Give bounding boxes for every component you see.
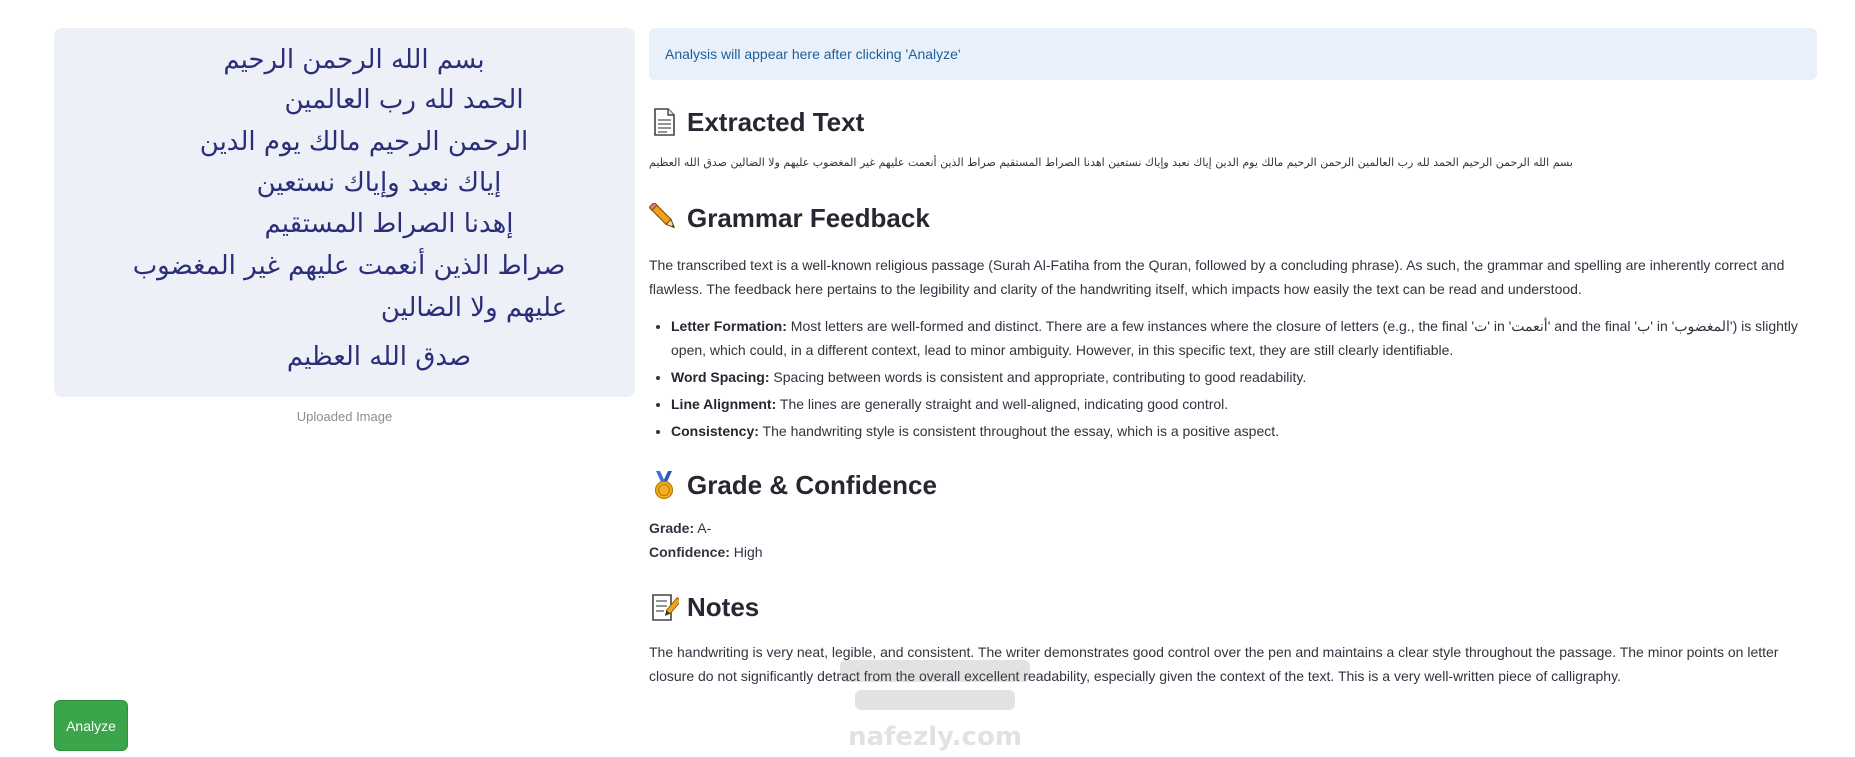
results-panel	[649, 28, 1817, 684]
handwriting-line: الحمد لله رب العالمين	[284, 85, 524, 115]
pencil-icon	[649, 203, 679, 233]
confidence-value: High	[729, 544, 763, 560]
grade-value: A-	[694, 520, 712, 536]
confidence-label: Confidence:	[649, 544, 730, 560]
notes-heading	[649, 590, 759, 624]
analyze-button[interactable]: Analyze	[54, 700, 128, 751]
watermark-text: nafezly.com	[848, 722, 1022, 752]
feedback-label: Line Alignment:	[671, 396, 777, 412]
memo-icon	[649, 592, 679, 622]
page-icon	[649, 107, 679, 137]
feedback-text: Spacing between words is consistent and appropriate, contributing to good readability.	[769, 369, 1307, 385]
feedback-list	[649, 314, 1817, 446]
feedback-label: Consistency:	[671, 423, 759, 439]
list-item	[671, 392, 1817, 416]
grade-block	[649, 516, 763, 564]
info-alert-text: Analysis will appear here after clicking 'Analyze'	[665, 46, 961, 62]
list-item	[671, 419, 1817, 443]
list-item	[671, 314, 1817, 362]
image-caption: Uploaded Image	[296, 409, 393, 424]
grade-label: Grade:	[649, 520, 695, 536]
handwriting-line: الرحمن الرحيم مالك يوم الدين	[199, 127, 529, 157]
feedback-label: Letter Formation:	[671, 318, 787, 334]
extracted-text-title: Extracted Text	[687, 107, 865, 137]
feedback-label: Word Spacing:	[671, 369, 770, 385]
grade-line	[649, 516, 763, 540]
list-item	[671, 365, 1817, 389]
handwriting-image	[54, 28, 635, 397]
extracted-text-heading	[649, 105, 864, 139]
grammar-feedback-heading	[649, 201, 930, 235]
grade-confidence-heading	[649, 468, 937, 502]
feedback-text: The handwriting style is consistent throughout the essay, which is a positive aspect.	[758, 423, 1280, 439]
confidence-line	[649, 540, 763, 564]
notes-body: The handwriting is very neat, legible, and consistent. The writer demonstrates good control over the pen and maintains a clear style throughout the passage. The minor points on letter closure do not significantly detract from the overall excellent readability, especially given the context of the text. This is a very well-written piece of calligraphy.	[649, 644, 1779, 684]
handwriting-line: عليهم ولا الضالين	[380, 293, 568, 323]
handwriting-line: بسم الله الرحمن الرحيم	[223, 45, 485, 75]
info-alert	[649, 28, 1817, 80]
feedback-text: Most letters are well-formed and distinct. There are a few instances where the closure of letters (e.g., the final 'ت' in 'أنعمت' and the final 'ب' in 'المغضوب') is slightly open, which could, in a different context, lead to minor ambiguity. However, in this specific text, they are still clearly identifiable.	[671, 318, 1798, 358]
grade-confidence-title: Grade & Confidence	[687, 470, 937, 500]
handwriting-line: إياك نعبد وإياك نستعين	[256, 168, 502, 198]
handwriting-line: إهدنا الصراط المستقيم	[264, 209, 514, 239]
handwriting-line: صراط الذين أنعمت عليهم غير المغضوب	[132, 251, 566, 281]
handwriting-line: صدق الله العظيم	[286, 342, 472, 372]
extracted-text-body: بسم الله الرحمن الرحيم الحمد لله رب العالمين الرحمن الرحيم مالك يوم الدين إياك نعبد وإياك نستعين اهدنا الصراط المستقيم صراط الذين أنعمت عليهم غير المغضوب عليهم ولا الضالين صدق الله العظيم	[649, 156, 1573, 169]
grammar-feedback-title: Grammar Feedback	[687, 203, 930, 233]
feedback-text: The lines are generally straight and well-aligned, indicating good control.	[776, 396, 1229, 412]
notes-title: Notes	[687, 592, 760, 622]
medal-icon	[649, 470, 679, 500]
uploaded-image[interactable]	[54, 28, 635, 397]
image-panel	[54, 28, 635, 424]
grammar-intro: The transcribed text is a well-known religious passage (Surah Al-Fatiha from the Quran, followed by a concluding phrase). As such, the grammar and spelling are inherently correct and flawless. The feedback here pertains to the legibility and clarity of the handwriting itself, which impacts how easily the text can be read and understood.	[649, 257, 1785, 297]
